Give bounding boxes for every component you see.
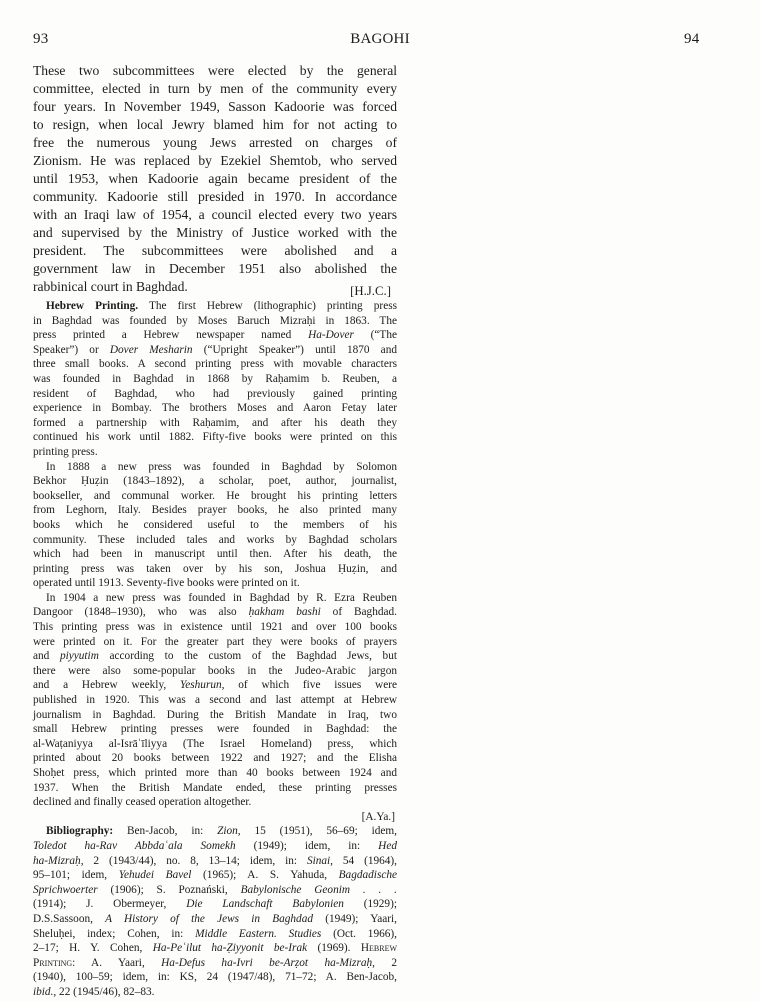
- text-line: was founded in Baghdad in 1868 by Raḥamim b. Reuben, a: [33, 372, 397, 385]
- text-line: declined and finally ceased operation altogether.: [33, 796, 252, 809]
- text-line: printed about 20 books between 1922 and 1927; and the Elisha: [33, 752, 397, 765]
- italic-term: ḥakham bashi: [248, 606, 321, 619]
- text-line: in Baghdad was founded by Moses Baruch Mizraḥi in 1863. The: [33, 314, 397, 327]
- text-line: published in 1920. This was a second and last attempt at Hebrew: [33, 694, 397, 707]
- bibliography-line: [33, 824, 397, 839]
- page-number-right: 94: [684, 31, 700, 47]
- bibliography-line: [33, 897, 397, 912]
- text-run: Sheluḥei, index; Cohen, in:: [33, 927, 196, 940]
- italic-title: Babylonische Geonim . . .: [240, 883, 397, 896]
- bibliography-line: [33, 927, 397, 942]
- text-line: Bekhor Ḥuẓin (1843–1892), a scholar, poet, author, journalist,: [33, 475, 397, 488]
- italic-title: ibid.,: [33, 985, 57, 998]
- text-run: Dangoor (1848–1930), who was also: [33, 606, 249, 619]
- text-line: Shoḥet press, which printed more than 40 books between 1924 and: [33, 767, 397, 779]
- text-line: 1937. When the British Mandate ended, these printing presses: [33, 781, 397, 794]
- text-line: free the numerous young Jews arrested on charges of: [33, 135, 397, 150]
- bibliography-line: [33, 985, 397, 1000]
- text-line: there were also some-popular books in the Judeo-Arabic jargon: [33, 664, 397, 677]
- italic-title: Sprichwoerter: [33, 883, 98, 896]
- text-line: continued his work until 1882. Fifty-five books were printed on this: [33, 431, 397, 444]
- text-line: bookseller, and communal worker. He brought his printing letters: [33, 489, 397, 502]
- text-line: printing press was taken over by his son, Joshua Ḥuẓin, and: [33, 562, 397, 575]
- italic-title: Bagdadische: [338, 869, 398, 882]
- text-run: 15 (1951), 56–69; idem,: [240, 825, 397, 838]
- bibliography-line: [33, 883, 397, 898]
- text-line: operated until 1913. Seventy-five books were printed on it.: [33, 577, 300, 590]
- text-line: committee, elected in turn by men of the community every: [33, 81, 397, 96]
- intro-last-line-row: [33, 278, 397, 296]
- text-line: [33, 328, 397, 343]
- text-run: 2–17; H. Y. Cohen,: [33, 942, 153, 955]
- text-run: press printed a Hebrew newspaper named: [33, 329, 309, 342]
- text-run: 95–101; idem,: [33, 869, 119, 882]
- text-line: community. Kadoorie still presided in 1970. In accordance: [33, 189, 397, 204]
- text-run: (1965); A. S. Yahuda,: [191, 869, 339, 882]
- section-heading: Hebrew Printing.: [46, 300, 139, 312]
- text-run: (“Upright Speaker”) until 1870 and: [192, 343, 397, 356]
- bibliography-line: [33, 912, 397, 927]
- text-run: of Baghdad.: [320, 606, 397, 619]
- italic-title: Die Landschaft Babylonien: [186, 898, 344, 911]
- page-number-left: 93: [33, 31, 49, 47]
- text-line: [33, 605, 397, 620]
- text-line: with an Iraqi law of 1954, a council elected every two years: [33, 207, 397, 222]
- text-line: In 1904 a new press was founded in Baghdad by R. Ezra Reuben: [46, 591, 397, 604]
- bibliography-line: [33, 868, 397, 883]
- text-line: from Leghorn, Italy. Besides prayer books, he also printed many: [33, 504, 397, 517]
- text-run: : A. Yaari,: [72, 956, 162, 969]
- small-caps-heading: Hebrew: [360, 942, 398, 955]
- text-run: (1969).: [307, 942, 361, 955]
- text-run: according to the custom of the Baghdad Jews, but: [98, 650, 397, 663]
- text-line: [33, 299, 397, 314]
- text-run: and: [33, 650, 60, 663]
- text-run: 2 (1943/44), no. 8, 13–14; idem, in:: [83, 854, 307, 867]
- italic-title: Ha-Defus ha-Ivri be-Arẓot ha-Mizraḥ,: [161, 956, 375, 969]
- text-run: Ben-Jacob, in:: [113, 825, 218, 838]
- text-run: (1949); idem, in:: [235, 839, 379, 852]
- text-run: (1929);: [343, 898, 397, 911]
- text-run: (1949); Yaari,: [313, 912, 397, 925]
- text-line: These two subcommittees were elected by the general: [33, 63, 397, 78]
- text-line: three small books. A second printing press with movable characters: [33, 358, 397, 371]
- italic-term: piyyutim: [59, 650, 99, 663]
- text-run: 54 (1964),: [333, 854, 398, 867]
- hebrew-printing-section: [33, 299, 397, 1000]
- author-signature: [H.J.C.]: [350, 284, 391, 298]
- text-run: D.S.Sassoon,: [33, 912, 106, 925]
- italic-title: Ha-Peʿilut ha-Ẓiyyonit be-Irak: [152, 942, 308, 955]
- text-run: (“The: [353, 329, 397, 342]
- bibliography-line: [33, 956, 397, 971]
- text-line: Zionism. He was replaced by Ezekiel Shemtob, who served: [33, 153, 397, 168]
- italic-title: Ha-Dover: [308, 329, 354, 342]
- text-line: [33, 343, 397, 358]
- bibliography-line: [33, 941, 397, 956]
- text-line: [33, 649, 397, 664]
- italic-title: Yeshurun,: [180, 679, 225, 692]
- bibliography-heading: Bibliography:: [46, 825, 114, 838]
- text-line: community. These included tales and works by Baghdad scholars: [33, 533, 397, 546]
- text-line: government law in December 1951 also abolished the: [33, 261, 397, 276]
- text-line: until 1953, when Kadoorie again became president of the: [33, 171, 397, 186]
- text-line: president. The subcommittees were abolished and a: [33, 243, 397, 258]
- text-line: books which he considered useful to the members of his: [33, 518, 397, 531]
- text-line: four years. In November 1949, Sasson Kadoorie was forced: [33, 99, 397, 114]
- italic-title: A History of the Jews in Baghdad: [105, 912, 313, 925]
- text-line: small Hebrew printing presses were founded in Baghdad: the: [33, 723, 397, 736]
- text-line: formed a partnership with Raḥamim, and after his death they: [33, 416, 397, 429]
- text-line: printing press.: [33, 445, 98, 458]
- small-caps-heading: Printing: [33, 956, 73, 969]
- text-line: which had been in manuscript until then. After his death, the: [33, 548, 397, 561]
- text-line: were printed on it. For the greater part they were books of prayers: [33, 635, 397, 648]
- text-line: to resign, when local Jewry blamed him for not acting to: [33, 117, 397, 132]
- text-line: resident of Baghdad, who had previously gained printing: [33, 387, 397, 400]
- running-head-title: BAGOHI: [350, 31, 410, 47]
- italic-title: Yehudei Bavel: [118, 869, 192, 882]
- italic-title: Sinai,: [306, 854, 333, 867]
- bibliography-line: (1940), 100–59; idem, in: KS, 24 (1947/48), 71–72; A. Ben-Jacob,: [33, 971, 397, 984]
- text-line: experience in Bombay. The brothers Moses and Aaron Fetay later: [33, 402, 397, 415]
- italic-title: Hed: [378, 839, 397, 852]
- italic-title: ha-Mizraḥ,: [33, 854, 84, 867]
- text-run: (Oct. 1966),: [321, 927, 397, 940]
- intro-paragraph: [33, 62, 397, 296]
- text-line: and supervised by the Ministry of Justice worked with the: [33, 225, 397, 240]
- text-run: Speaker”) or: [33, 343, 110, 356]
- bibliography-line: [33, 839, 397, 854]
- text-run: (1914); J. Obermeyer,: [33, 898, 187, 911]
- text-run: The first Hebrew (lithographic) printing press: [138, 300, 397, 312]
- text-run: and a Hebrew weekly,: [33, 679, 180, 692]
- text-line: [33, 678, 397, 693]
- italic-title: Toledot ha-Rav Abbdaʿala Somekh: [33, 839, 236, 852]
- text-run: 22 (1945/46), 82–83.: [56, 985, 155, 998]
- text-line: rabbinical court in Baghdad.: [33, 279, 188, 294]
- text-line: This printing press was in existence until 1921 and over 100 books: [33, 621, 397, 634]
- text-run: (1906); S. Poznański,: [97, 883, 241, 896]
- text-run: 2: [374, 956, 397, 969]
- text-run: of which five issues were: [224, 679, 397, 692]
- bibliography-line: [33, 854, 397, 869]
- text-line: journalism in Baghdad. During the British Mandate in Iraq, two: [33, 708, 397, 721]
- text-line: In 1888 a new press was founded in Baghdad by Solomon: [46, 460, 397, 473]
- text-line: al-Waṭaniyya al-Isrāʾīliyya (The Israel Homeland) press, which: [33, 737, 397, 750]
- italic-title: Dover Mesharin: [109, 343, 193, 356]
- author-signature: [A.Ya.]: [361, 810, 395, 823]
- italic-title: Zion,: [217, 825, 241, 838]
- italic-title: Middle Eastern. Studies: [195, 927, 322, 940]
